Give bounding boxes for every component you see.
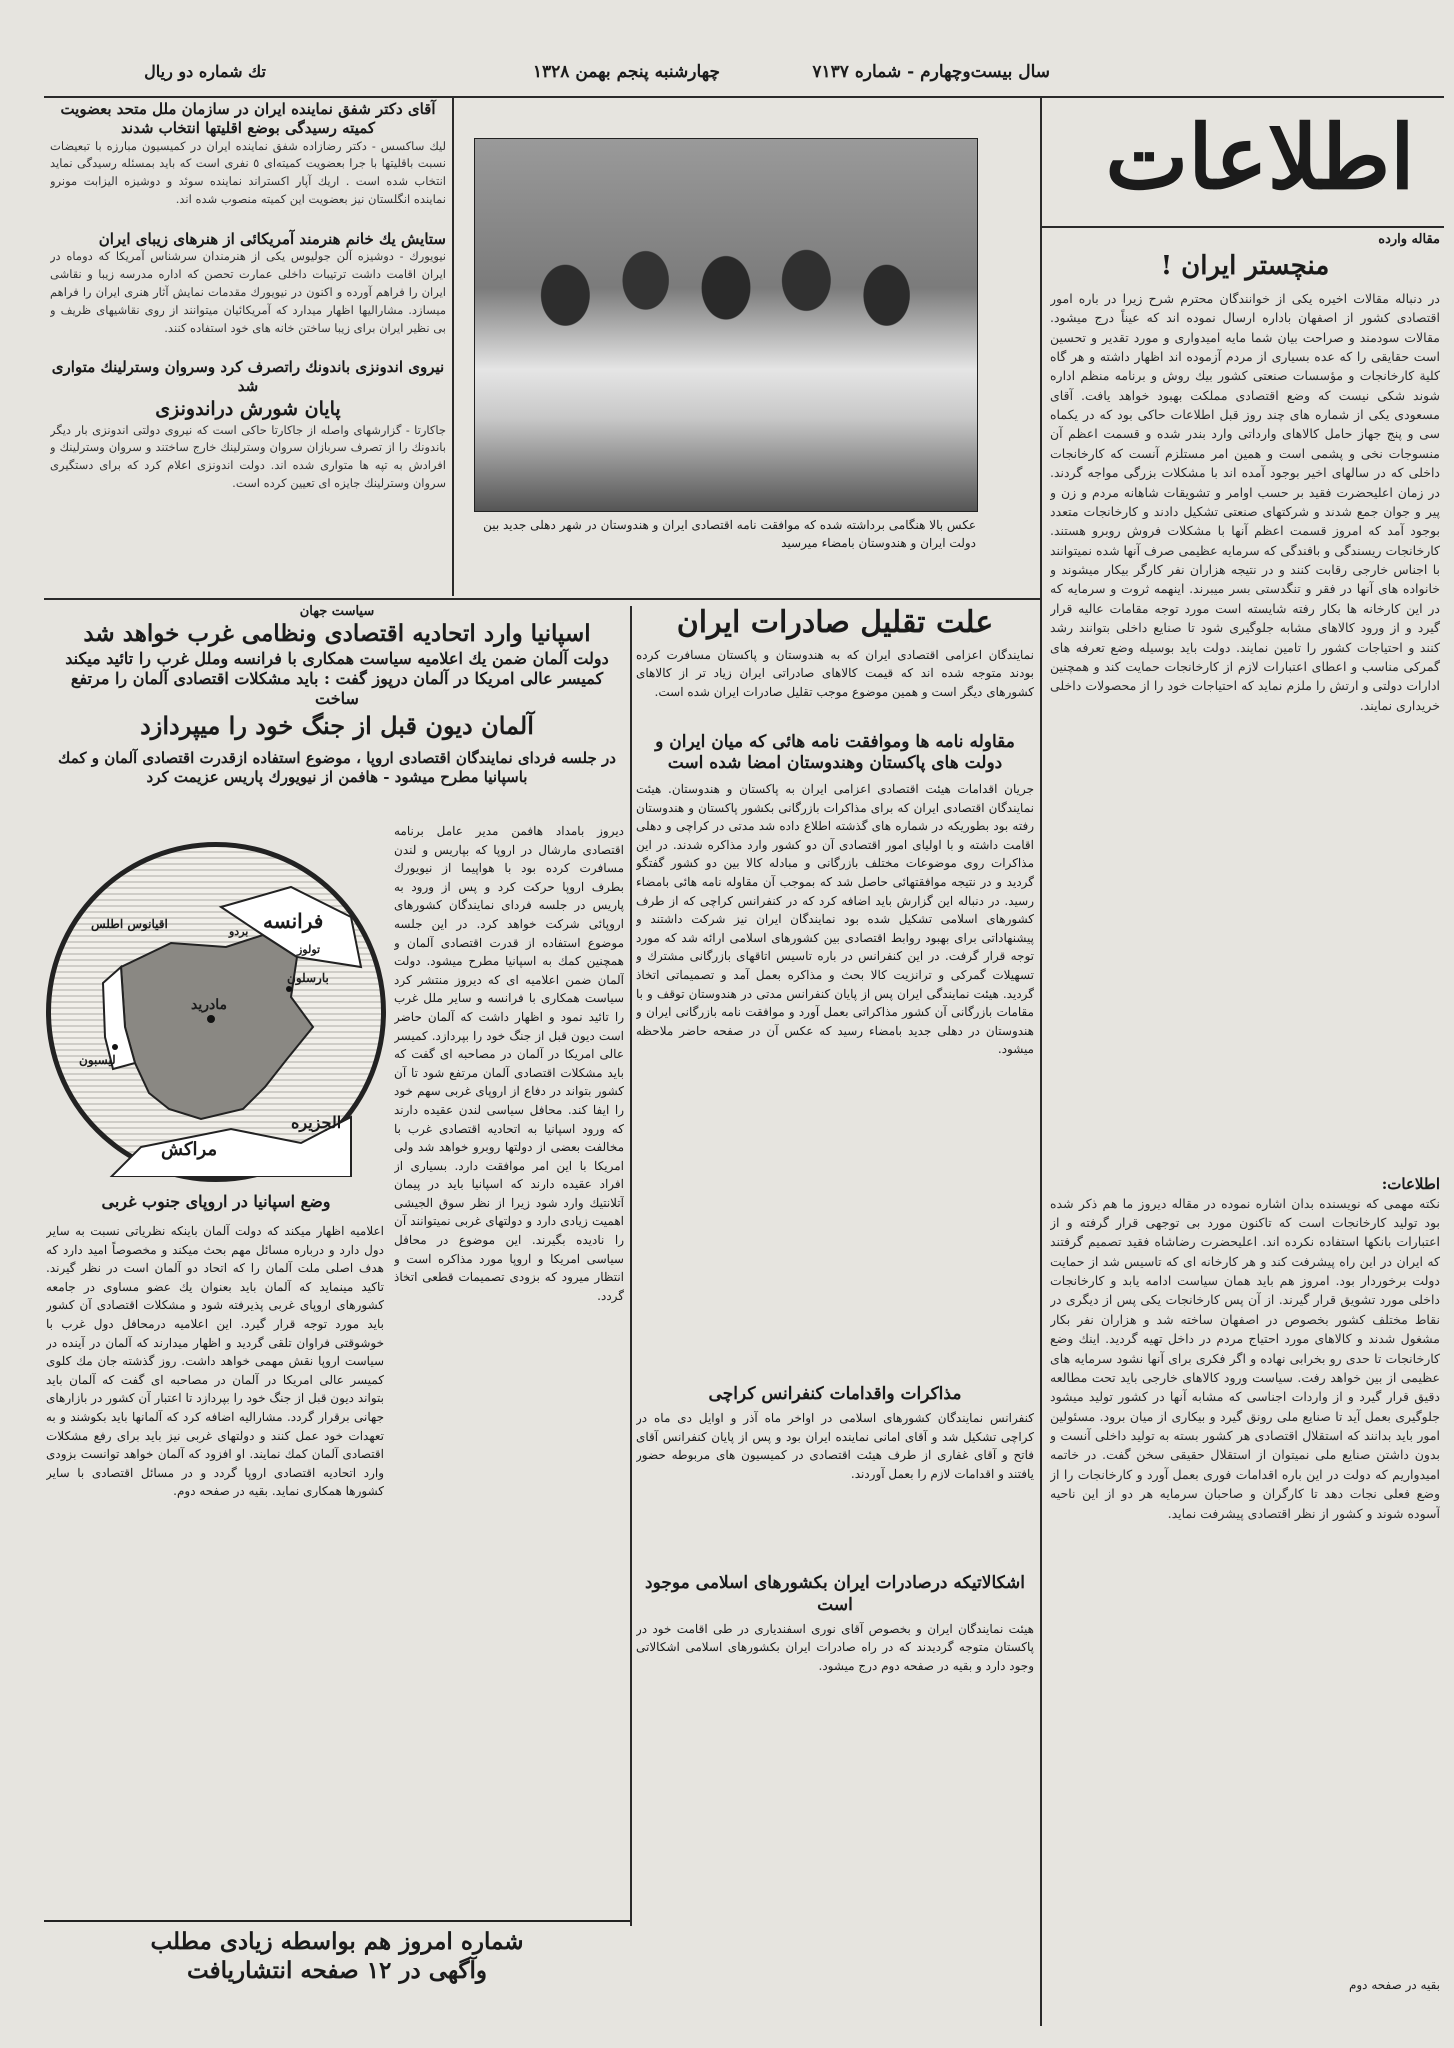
map-label-france: فرانسه bbox=[263, 909, 324, 933]
masthead-logo: اطلاعات bbox=[1105, 105, 1415, 209]
issue-number: سال بيست‌وچهارم - شماره ۷۱۳۷ bbox=[812, 62, 1050, 82]
article-lead: نمايندگان اعزامى اقتصادى ايران كه به هندوستان و پاكستان مسافرت كرده بودند متوجه شده اند كه قيمت كالاهاى صادراتى ايران زياد تر از كالاهاى كشورهاى ديگر است و همين موضوع موجب تقليل صادرات ايران شده است. bbox=[636, 647, 1034, 699]
left-column bbox=[50, 604, 624, 787]
map-label-bordeaux: بردو bbox=[229, 925, 249, 938]
column-rule bbox=[452, 96, 454, 596]
top-left-column bbox=[50, 100, 446, 514]
headline: پايان شورش دراندونزى bbox=[155, 397, 341, 420]
sub-headline: آلمان ديون قبل از جنگ خود را ميپردازد bbox=[140, 711, 534, 740]
world-news-body: ديروز بامداد هافمن مدير عامل برنامه اقتصادى مارشال در اروپا كه بپاريس و لندن مسافرت كرده بود با هواپيما از نيويورك بطرف اروپا حركت كرد و پس از ورود به پاريس در جلسه فرداى نمايندگان كشورهاى اروپائى شركت خواهد كرد. در اين جلسه موضوع استفاده از قدرت اقتصادى آلمان و همچنين كمك به اسپانيا مطرح ميشود. دولت آلمان ضمن اعلاميه اى كه ديروز منتشر كرد سياست همكارى با فرانسه و ساير ملل غرب را تائيد نمود و اظهار داشت كه آلمان حاضر است ديون قبل از جنگ خود را بپردازد. كميسر عالى امريكا در آلمان در مصاحبه اى گفت كه بايد مشكلات اقتصادى آلمان مرتفع شود تا آن كشور بتواند در دفاع از اروپاى غربى سهم خود را ايفا كند. محافل سياسى لندن عقيده دارند كه ورود اسپانيا به اتحاديه اقتصادى غرب با مخالفت بعضى از دولتها روبرو خواهد شد ولى امريكا با اين امر موافقت دارد. بسيارى از افراد عقيده دارند كه اسپانيا بايد در پيمان آتلانتيك وارد شود زيرا از نظر سوق الجيشى اهميت زيادى دارد و دولتهاى غربى نميتوانند آن را ناديده بگيرند. اين موضوع در محافل سياسى امريكا و اروپا مورد مذاكره است و انتظار ميرود كه بزودى تصميمات قطعى اتخاذ گردد. bbox=[394, 824, 624, 1303]
footer-line: شماره امروز هم بواسطه زيادى مطلب bbox=[150, 1928, 524, 1955]
headline: ستايش يك خانم هنرمند آمريكائى از هنرهاى زيباى ايران bbox=[98, 229, 446, 248]
body-text: نيويورك - دوشيزه آلن جوليوس يكى از هنرمندان سرشناس آمريكا كه دوماه در ايران اقامت داشت ترتيبات داخلى عمارت تحصن كه اداره مدرسه زيبا و نقاشى ايران را فراهم آورده و اكنون در نيويورك مقدمات نمايش آثار هنرى ايران را فراهم ميسازد. مشاراليها اظهار ميدارد كه آمريكائيان ميتوانند از روى نقاشيهاى ظريف و بى نظير ايران براى زيبا ساختن خانه هاى خود استفاده كنند. bbox=[50, 249, 446, 335]
map-label-barcelona: بارسلون bbox=[287, 971, 329, 985]
headline: آقاى دكتر شفق نماينده ايران در سازمان ملل متحد بعضويت كميته رسيدگى بوضع اقليتها انتخاب شدند bbox=[60, 100, 436, 137]
editor-note-body: نكته مهمى كه نويسنده بدان اشاره نموده در مقاله ديروز ما هم ذكر شده بود توليد كارخانجات است كه تاكنون مورد بى توجهى قرار گرفته و از اعتبارات بانكها استفاده نكرده اند. اعليحضرت رضاشاه فقيد تصميم گرفتند كه ايران در اين راه پيشرفت كند و هر كارخانه اى كه تاسيس شد از حمايت دولت برخوردار بود. امروز هم بايد همان سياست ادامه يابد و كارخانجات داخلى مورد تشويق قرار گيرند. از آن پس كارخانجات يكى پس از ديگرى در نقاط مختلف كشور بخصوص در اصفهان ساخته شد و هزاران نفر بكار مشغول شدند و كالاهاى مورد احتياج مردم در داخل تهيه گرديد. اينك وضع كارخانجات تا حدى رو بخرابى نهاده و اگر فكرى براى آنها نشود سرمايه هاى عظيمى از بين خواهد رفت. سياست ورود كالاهاى خارجى بايد تحت مطالعه دقيق قرار گيرد و از واردات اجناسى كه مشابه آنها در كشور توليد ميشود جلوگيرى بعمل آيد تا صنايع ملى رونق گيرد و بيكارى از ميان برود. مسئولين امور بايد بدانند كه استقلال اقتصادى هر كشور بسته به توليد داخلى آنست و بدون داشتن صنايع ملى نميتوان از استقلال حقيقى سخن گفت. در خاتمه اميدواريم كه دولت در اين باره اقدامات فورى بعمل آورد و كارخانجات را از وضع فعلى نجات دهد تا كارگران و صاحبان سرمايه هر دو از اين ناحيه آسوده شوند و كشور از نظر اقتصادى پيشرفت نمايد. bbox=[1050, 1195, 1440, 1521]
map-caption: وضع اسپانيا در اروپاى جنوب غربى bbox=[101, 1192, 331, 1211]
body-text: جاكارتا - گزارشهاى واصله از جاكارتا حاكى است كه نيروى دولتى اندونزى بار ديگر باندونك را از تصرف سربازان سروان وسترلينك خارج ساختند و سروان وسترلينك و افرادش به تپه ها متوارى شده اند. دولت اندونزى اعلام كرد كه براى دستگيرى سروان وسترلينك جايزه اى تعيين كرده است. bbox=[50, 422, 446, 490]
article-title: منچستر ايران ! bbox=[1160, 251, 1330, 282]
article-body: هيئت نمايندگان ايران و بخصوص آقاى نورى اسفنديارى در طى اقامت خود در پاكستان متوجه گرديدند كه در راه صادرات ايران بكشورهاى اسلامى اشكالاتى وجود دارد و بقيه در صفحه دوم درج ميشود. bbox=[636, 1621, 1034, 1673]
map-label-toulouse: تولوز bbox=[297, 943, 321, 956]
article-body: در دنباله مقالات اخيره يكى از خوانندگان محترم شرح زيرا در باره امور اقتصادى كشور از اصفهان باداره ارسال نموده اند كه عيناً درج ميشود. مقالات سودمند و صراحت بيان شما مايه اميدوارى و مورد تقدير و تحسين است حقايقى را كه عده بسيارى از مردم آزموده اند اظهار داشته و هر گاه كلية كارخانجات و مؤسسات صنعتى كشور بيك روش و برنامه منظم اداره شوند شكى نيست كه وضع اقتصادى مملكت بهبود خواهد يافت. آقاى مسعودى يكى از شماره هاى چند روز قبل اطلاعات حاكى بود كه در يكماه سى و پنج جهاز حامل كالاهاى وارداتى وارد بندر شده و قسمت اعظم آن منسوجات نخى و پشمى است و همين امر مستلزم آنست كه كارخانجات داخلى كه در سالهاى اخير بوجود آمده اند با مشكلات بزرگى مواجه گردند. در زمان اعليحضرت فقيد بر حسب اوامر و تشويقات شاهانه مردم و زن و پير و جوان جمع شدند و شركتهاى صنعتى تشكيل دادند و كارخانجات متعدد بوجود آمد كه امروز قسمت اعظم آنها با مشكلات فروش روبرو هستند. كارخانجات ريسندگى و بافندگى كه سرمايه عظيمى صرف آنها شده نميتوانند با اجناس خارجى رقابت كنند و در نتيجه هزاران نفر كارگر بيكار ميشوند و خانواده هاى آنها در فقر و تنگدستى بسر ميبرند. اينهمه ثروت و سرمايه كه در اين كارخانه ها بكار رفته شايسته است مورد توجه مقامات عاليه قرار گيرد و از ورود كالاهاى مشابه جلوگيرى شود تا صنايع داخلى بتوانند رشد كنند و احتياجات كشور را تامين نمايند. دولت بايد بوسيله وضع تعرفه هاى گمركى مناسب و اعطاى اعتبارات لازم از كارخانجات حمايت كند و همچنين ادارات دولتى و ارتش را ملزم نمايد كه احتياجات خود را از محصولات داخلى خريدارى نمايند. bbox=[1050, 290, 1440, 713]
sub-headline: دولت آلمان ضمن يك اعلاميه سياست همكارى با فرانسه وملل غرب را تائيد ميكند bbox=[65, 649, 609, 668]
column-rule bbox=[1040, 96, 1042, 2026]
signing-photo bbox=[474, 138, 978, 512]
middle-column bbox=[636, 604, 1034, 1730]
headline: نيروى اندونزى باندونك راتصرف كرد وسروان وسترلينك متوارى شد bbox=[51, 358, 445, 395]
map-label-morocco: مراكش bbox=[161, 1139, 218, 1160]
article-title: علت تقليل صادرات ايران bbox=[676, 605, 994, 640]
sub-headline: كميسر عالى امريكا در آلمان درپوز گفت : بايد مشكلات اقتصادى آلمان را مرتفع ساخت bbox=[70, 669, 604, 708]
map-label-atlantic: اقيانوس اطلس bbox=[91, 917, 168, 931]
sub-headline: در جلسه فرداى نمايندگان اقتصادى اروپا ، موضوع استفاده ازقدرت اقتصادى آلمان و كمك باسپانيا مطرح ميشود - هافمن از نيويورك پاريس عزيمت كرد bbox=[58, 749, 616, 786]
article-body: كنفرانس نمايندگان كشورهاى اسلامى در اواخر ماه آذر و اوايل دى ماه در كراچى تشكيل شد و آقاى امانى نماينده ايران بود و پس از پايان كنفرانس آقاى فاتح و آقاى غفارى از طرف هيئت اقتصادى در كميسيون هاى مربوطه حضور يافتند و اقدامات لازم را بعمل آوردند. bbox=[636, 1411, 1034, 1482]
photo-caption: عكس بالا هنگامى برداشته شده كه موافقت نامه اقتصادى ايران و هندوستان در شهر دهلى جديد بين دولت ايران و هندوستان بامضاء ميرسيد bbox=[483, 518, 976, 550]
header-rule bbox=[44, 96, 1444, 98]
column-rule bbox=[630, 606, 632, 1926]
section-rule bbox=[44, 598, 1040, 600]
sub-headline: مقاوله نامه ها وموافقت نامه هائى كه ميان ايران و دولت هاى پاكستان وهندوستان امضا شده است bbox=[655, 731, 1015, 773]
map-label-lisbon: ليسبون bbox=[79, 1053, 116, 1067]
section-kicker: سياست جهان bbox=[299, 604, 375, 619]
body-text: ليك ساكسس - دكتر رضازاده شفق نماينده ايران در كميسيون مبارزه با تبعيضات نسبت باقليتها با جرا بعضويت كميته‌اى ٥ نفرى است كه بايد بمسئله رسيدگى نمايد انتخاب شده است . اريك آپار اكستراند نماينده سوئد و دوشيزه اليزابت مونرو نماينده انگلستان نيز بعضويت اين كميته منصوب شده اند. bbox=[50, 138, 446, 206]
spain-map bbox=[46, 842, 386, 1182]
continued-note: بقيه در صفحه دوم bbox=[1348, 1977, 1440, 1992]
price-label: تك شماره دو ريال bbox=[144, 62, 266, 81]
footer-notice bbox=[44, 1920, 630, 2002]
sub-headline: اشكالاتيكه درصادرات ايران بكشورهاى اسلامى موجود است bbox=[645, 1573, 1025, 1615]
map-label-algeria: الجزيره bbox=[291, 1113, 342, 1132]
footer-line: وآگهى در ۱۲ صفحه انتشاريافت bbox=[186, 1956, 488, 1984]
sub-headline: مذاكرات واقدامات كنفرانس كراچى bbox=[708, 1384, 962, 1404]
editor-note-label: اطلاعات: bbox=[1381, 1174, 1440, 1193]
main-headline: اسپانيا وارد اتحاديه اقتصادى ونظامى غرب خواهد شد bbox=[83, 620, 591, 648]
article-kicker: مقاله وارده bbox=[1378, 232, 1440, 247]
issue-date: چهارشنبه پنجم بهمن ۱۳۲۸ bbox=[532, 62, 720, 82]
right-column bbox=[1050, 232, 1440, 1992]
article-body: جريان اقدامات هيئت اقتصادى اعزامى ايران به پاكستان و هندوستان. هيئت نمايندگان اقتصادى ايران كه براى مذاكرات بازرگانى بكشور پاكستان و هندوستان رفته بود بطوريكه در شماره هاى گذشته اطلاع داده شد مدتى در كراچى و دهلى اقامت داشته و با اولياى امور اقتصادى آن دو كشور وارد مذاكره شدند. در اين مذاكرات روى موضوعات مختلف بازرگانى و مبادله كالا بين دو كشور گفتگو گرديد و در نتيجه موافقتهائى حاصل شد كه بموجب آن مقاوله نامه هائى بامضاء رسيد. در دنباله اين گزارش بايد اضافه كرد كه در كنفرانس كراچى كه از طرف كشورهاى اسلامى تشكيل شده بود نمايندگان ايران نيز شركت داشتند و پيشنهاداتى براى بهبود روابط اقتصادى بين كشورهاى اسلامى ارائه شد كه مورد توجه قرار گرفت. در اين كنفرانس در باره تاسيس اتاقهاى بازرگانى مشترك و تسهيلات گمركى و ترانزيت كالا بحث و مذاكره بعمل آمد و تصميماتى اتخاذ گرديد. هيئت نمايندگى ايران پس از پايان كنفرانس مدتى در هندوستان توقف و با مقامات بازرگانى آن كشور مذاكراتى بعمل آورد و موافقت نامه بازرگانى ايران و هندوستان در دهلى جديد بامضاء رسيد كه عكس آن در صفحه حاضر ملاحظه ميشود. bbox=[636, 782, 1034, 1057]
map-article-body: اعلاميه اظهار ميكند كه دولت آلمان باينكه نظرياتى نسبت به ساير دول دارد و درباره مسائل مهم بحث ميكند و مخصوصاً اميد دارد كه هدف اصلى ملت آلمان را كه اتحاد دو آلمان است در نظر گيرند. تاكيد مينمايد كه آلمان بايد بعنوان يك عضو مساوى در جامعه كشورهاى اروپاى غربى پذيرفته شود و مشكلات اقتصادى آن كشور بايد مورد توجه قرار گيرد. اين اعلاميه درمحافل دول غرب با خوشوقتى فراوان تلقى گرديد و اظهار ميدارند كه آلمان در آينده در سياست اروپا نقش مهمى خواهد داشت. روز گذشته جان مك كلوى كميسر عالى امريكا در آلمان در مصاحبه اى گفت كه آلمان بايد بتواند ديون قبل از جنگ خود را بپردازد تا اعتبار آن كشور در بازارهاى جهانى برقرار گردد. مشاراليه اضافه كرد كه آلمانها بايد بكوشند و به تعهدات خود عمل كنند و دولتهاى غربى نيز بايد براى رفع مشكلات اقتصادى آلمان كمك نمايند. او افزود كه آلمان خواهد توانست بزودى وارد اتحاديه اقتصادى اروپا گردد و در مسائل اقتصادى با ساير كشورها همكارى نمايد. بقيه در صفحه دوم. bbox=[46, 1224, 384, 1499]
masthead-rule bbox=[1040, 226, 1444, 228]
map-label-madrid: مادريد bbox=[191, 997, 228, 1013]
